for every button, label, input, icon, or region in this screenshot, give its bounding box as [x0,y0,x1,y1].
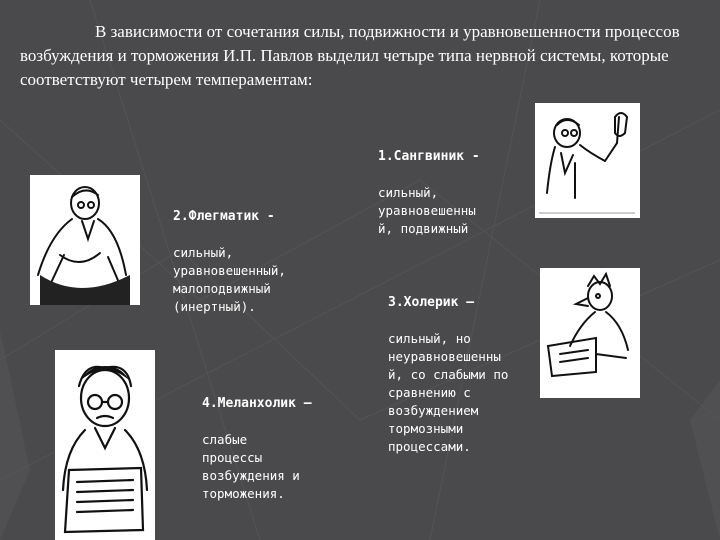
choleric-title: 3.Холерик – [388,295,475,310]
temperament-card-choleric [388,276,538,474]
phlegmatic-illustration [30,175,140,305]
melancholic-portrait [55,350,155,540]
sanguine-title: 1.Сангвиник - [378,149,480,164]
phlegmatic-description: сильный, уравновешенный, малоподвижный (инертный). [173,245,286,314]
melancholic-title: 4.Меланхолик – [202,396,312,411]
sanguine-portrait [535,103,640,218]
sanguine-description: сильный, уравновешенны й, подвижный [378,185,476,236]
phlegmatic-portrait [30,175,140,305]
melancholic-illustration [55,350,155,540]
temperament-card-phlegmatic [173,190,343,334]
choleric-illustration [540,268,640,398]
phlegmatic-title: 2.Флегматик - [173,209,275,224]
intro-text: В зависимости от сочетания силы, подвижности и уравновешенности процессов возбуждения и торможения И.П. Павлов выделил четыре типа нервной системы, которые соответствуют четырем темпераментам: [20,22,680,89]
choleric-portrait [540,268,640,398]
choleric-description: сильный, но неуравновешенны й, со слабыми по сравнению с возбуждением тормозными процессами. [388,331,509,454]
melancholic-description: слабые процессы возбуждения и торможения. [202,432,300,501]
temperament-card-sanguine [378,130,528,256]
temperament-card-melancholic [202,377,352,521]
sanguine-illustration [535,103,640,218]
